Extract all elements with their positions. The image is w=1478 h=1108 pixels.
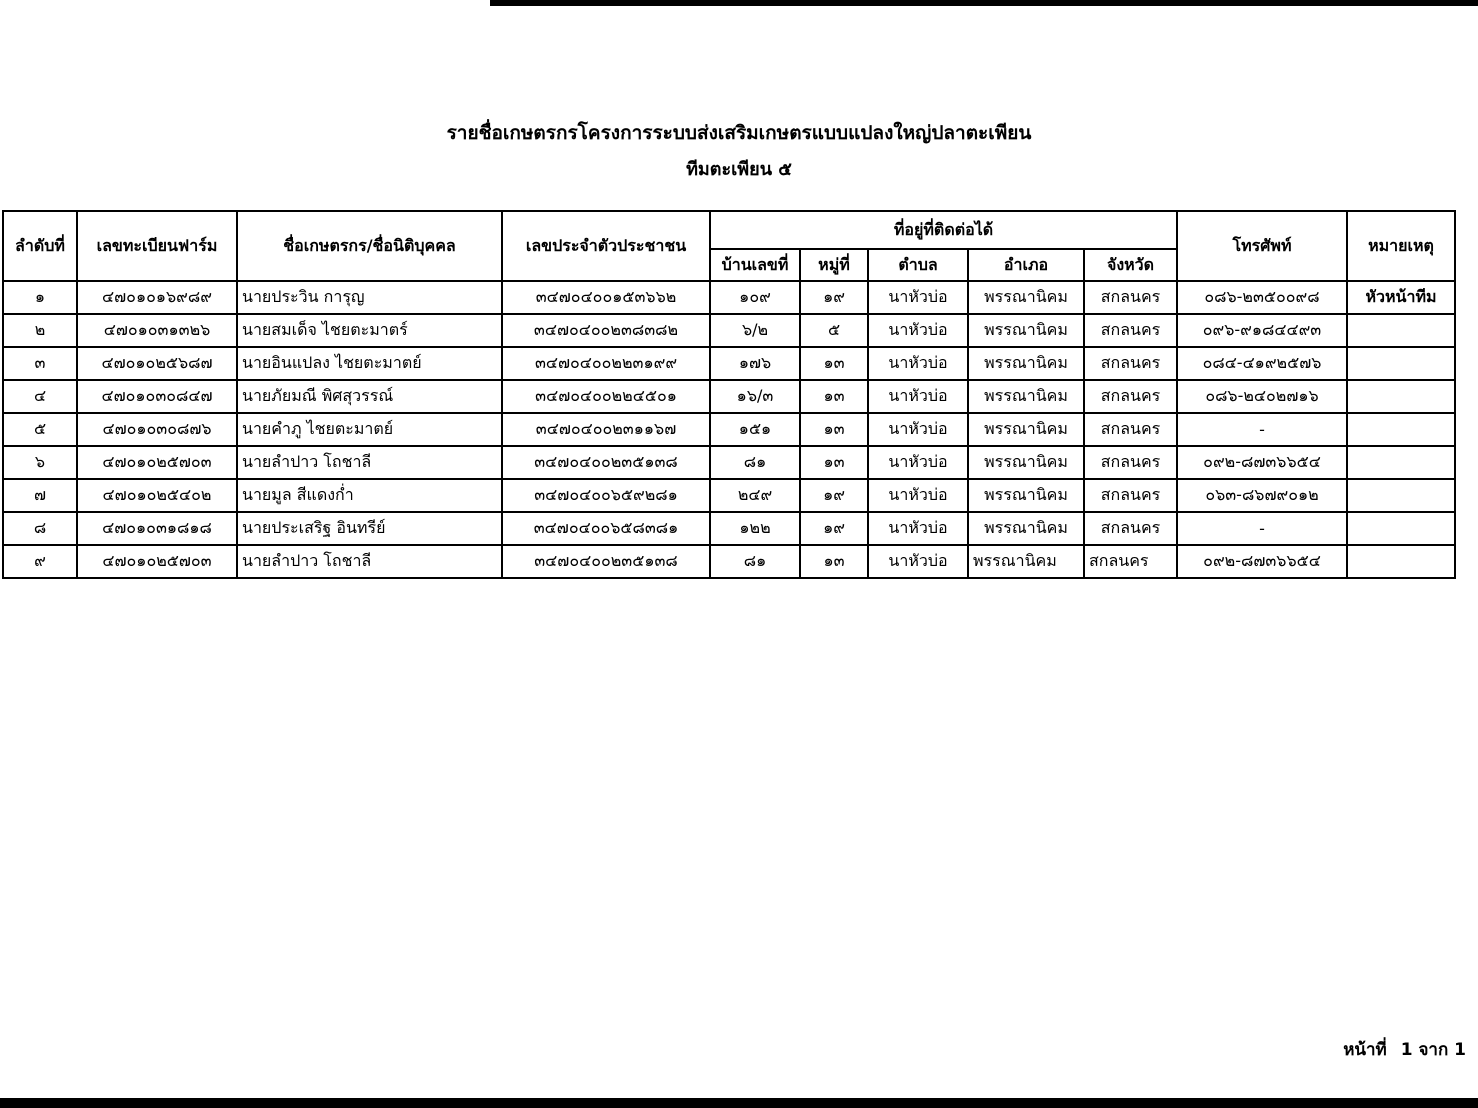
cell-amphoe: พรรณานิคม — [968, 314, 1084, 347]
cell-no: ๗ — [3, 479, 77, 512]
cell-amphoe: พรรณานิคม — [968, 347, 1084, 380]
cell-no: ๘ — [3, 512, 77, 545]
cell-province: สกลนคร — [1084, 380, 1177, 413]
cell-phone: ๐๘๖-๒๓๕๐๐๙๘ — [1177, 281, 1347, 314]
cell-moo: ๑๙ — [800, 281, 868, 314]
cell-phone: - — [1177, 413, 1347, 446]
cell-tambon: นาหัวบ่อ — [868, 380, 968, 413]
page-number — [1343, 1036, 1466, 1063]
cell-province: สกลนคร — [1084, 479, 1177, 512]
scan-bottom-edge — [0, 1098, 1478, 1108]
cell-house-no: ๑๗๖ — [710, 347, 800, 380]
cell-province: สกลนคร — [1084, 545, 1177, 578]
farmer-table — [2, 210, 1456, 579]
header-address: ที่อยู่ที่ติดต่อได้ — [710, 211, 1177, 249]
cell-remark — [1347, 479, 1455, 512]
cell-tambon: นาหัวบ่อ — [868, 281, 968, 314]
cell-phone: ๐๖๓-๘๖๗๙๐๑๒ — [1177, 479, 1347, 512]
cell-tambon: นาหัวบ่อ — [868, 347, 968, 380]
cell-moo: ๑๓ — [800, 446, 868, 479]
cell-citizen-id: ๓๔๗๐๔๐๐๒๓๘๓๘๒ — [502, 314, 710, 347]
cell-no: ๕ — [3, 413, 77, 446]
header-province: จังหวัด — [1084, 249, 1177, 281]
cell-remark — [1347, 545, 1455, 578]
cell-tambon: นาหัวบ่อ — [868, 479, 968, 512]
cell-province: สกลนคร — [1084, 413, 1177, 446]
table-row — [3, 545, 1455, 578]
cell-house-no: ๖/๒ — [710, 314, 800, 347]
cell-phone: ๐๙๒-๘๗๓๖๖๕๔ — [1177, 545, 1347, 578]
table-row — [3, 314, 1455, 347]
header-citizen-id: เลขประจำตัวประชาชน — [502, 211, 710, 281]
cell-no: ๒ — [3, 314, 77, 347]
cell-citizen-id: ๓๔๗๐๔๐๐๒๓๕๑๓๘ — [502, 545, 710, 578]
cell-moo: ๑๓ — [800, 413, 868, 446]
header-moo: หมู่ที่ — [800, 249, 868, 281]
cell-phone: ๐๘๖-๒๔๐๒๗๑๖ — [1177, 380, 1347, 413]
table-row — [3, 380, 1455, 413]
cell-farm-id: ๔๗๐๑๐๑๖๙๘๙ — [77, 281, 237, 314]
table-row — [3, 479, 1455, 512]
cell-tambon: นาหัวบ่อ — [868, 545, 968, 578]
cell-house-no: ๘๑ — [710, 446, 800, 479]
cell-name: นายลำปาว โถชาลี — [237, 446, 502, 479]
cell-name: นายลำปาว โถชาลี — [237, 545, 502, 578]
cell-amphoe: พรรณานิคม — [968, 479, 1084, 512]
cell-name: นายประเสริฐ อินทรีย์ — [237, 512, 502, 545]
page-count: 1 จาก 1 — [1400, 1040, 1466, 1060]
cell-moo: ๑๓ — [800, 545, 868, 578]
cell-amphoe: พรรณานิคม — [968, 512, 1084, 545]
cell-tambon: นาหัวบ่อ — [868, 413, 968, 446]
cell-farm-id: ๔๗๐๑๐๒๕๗๐๓ — [77, 545, 237, 578]
scan-top-edge — [490, 0, 1478, 6]
cell-farm-id: ๔๗๐๑๐๓๑๘๑๘ — [77, 512, 237, 545]
cell-remark — [1347, 380, 1455, 413]
cell-remark — [1347, 347, 1455, 380]
cell-remark — [1347, 446, 1455, 479]
cell-tambon: นาหัวบ่อ — [868, 314, 968, 347]
cell-citizen-id: ๓๔๗๐๔๐๐๑๕๓๖๖๒ — [502, 281, 710, 314]
cell-moo: ๑๙ — [800, 512, 868, 545]
cell-house-no: ๘๑ — [710, 545, 800, 578]
cell-citizen-id: ๓๔๗๐๔๐๐๒๓๑๑๖๗ — [502, 413, 710, 446]
header-remark: หมายเหตุ — [1347, 211, 1455, 281]
cell-moo: ๑๓ — [800, 380, 868, 413]
cell-name: นายสมเด็จ ไชยตะมาตร์ — [237, 314, 502, 347]
header-no: ลำดับที่ — [3, 211, 77, 281]
page-label: หน้าที่ — [1343, 1040, 1387, 1060]
cell-moo: ๑๓ — [800, 347, 868, 380]
header-phone: โทรศัพท์ — [1177, 211, 1347, 281]
cell-amphoe: พรรณานิคม — [968, 281, 1084, 314]
cell-amphoe: พรรณานิคม — [968, 545, 1084, 578]
cell-phone: ๐๘๔-๔๑๙๒๕๗๖ — [1177, 347, 1347, 380]
header-house-no: บ้านเลขที่ — [710, 249, 800, 281]
cell-tambon: นาหัวบ่อ — [868, 446, 968, 479]
cell-citizen-id: ๓๔๗๐๔๐๐๖๕๙๒๘๑ — [502, 479, 710, 512]
cell-amphoe: พรรณานิคม — [968, 380, 1084, 413]
cell-name: นายคำภู ไชยตะมาตย์ — [237, 413, 502, 446]
cell-farm-id: ๔๗๐๑๐๓๐๘๗๖ — [77, 413, 237, 446]
table-row — [3, 446, 1455, 479]
cell-tambon: นาหัวบ่อ — [868, 512, 968, 545]
cell-remark — [1347, 512, 1455, 545]
cell-name: นายมูล สีแดงก่ำ — [237, 479, 502, 512]
header-name: ชื่อเกษตรกร/ชื่อนิติบุคคล — [237, 211, 502, 281]
cell-farm-id: ๔๗๐๑๐๓๑๓๒๖ — [77, 314, 237, 347]
table-row — [3, 413, 1455, 446]
cell-citizen-id: ๓๔๗๐๔๐๐๒๓๕๑๓๘ — [502, 446, 710, 479]
header-tambon: ตำบล — [868, 249, 968, 281]
document-title: รายชื่อเกษตรกรโครงการระบบส่งเสริมเกษตรแบบแปลงใหญ่ปลาตะเพียน — [446, 122, 1032, 144]
cell-province: สกลนคร — [1084, 281, 1177, 314]
cell-farm-id: ๔๗๐๑๐๓๐๘๔๗ — [77, 380, 237, 413]
cell-name: นายภัยมณี พิศสุวรรณ์ — [237, 380, 502, 413]
cell-province: สกลนคร — [1084, 446, 1177, 479]
cell-amphoe: พรรณานิคม — [968, 413, 1084, 446]
cell-farm-id: ๔๗๐๑๐๒๕๖๘๗ — [77, 347, 237, 380]
table-row — [3, 512, 1455, 545]
cell-house-no: ๑๒๒ — [710, 512, 800, 545]
cell-no: ๓ — [3, 347, 77, 380]
cell-phone: ๐๙๖-๙๑๘๔๔๙๓ — [1177, 314, 1347, 347]
document-subtitle: ทีมตะเพียน ๕ — [686, 159, 792, 180]
cell-citizen-id: ๓๔๗๐๔๐๐๒๒๓๑๙๙ — [502, 347, 710, 380]
cell-no: ๑ — [3, 281, 77, 314]
cell-moo: ๑๙ — [800, 479, 868, 512]
cell-remark — [1347, 413, 1455, 446]
table-row — [3, 281, 1455, 314]
cell-no: ๔ — [3, 380, 77, 413]
cell-phone: ๐๙๒-๘๗๓๖๖๕๔ — [1177, 446, 1347, 479]
cell-remark: หัวหน้าทีม — [1347, 281, 1455, 314]
cell-house-no: ๑๕๑ — [710, 413, 800, 446]
cell-citizen-id: ๓๔๗๐๔๐๐๒๒๔๕๐๑ — [502, 380, 710, 413]
cell-remark — [1347, 314, 1455, 347]
cell-house-no: ๒๔๙ — [710, 479, 800, 512]
header-farm-id: เลขทะเบียนฟาร์ม — [77, 211, 237, 281]
cell-phone: - — [1177, 512, 1347, 545]
cell-province: สกลนคร — [1084, 512, 1177, 545]
cell-name: นายอินแปลง ไชยตะมาตย์ — [237, 347, 502, 380]
cell-house-no: ๑๐๙ — [710, 281, 800, 314]
cell-province: สกลนคร — [1084, 347, 1177, 380]
table-row — [3, 347, 1455, 380]
cell-no: ๖ — [3, 446, 77, 479]
cell-name: นายประวิน การุญ — [237, 281, 502, 314]
cell-house-no: ๑๖/๓ — [710, 380, 800, 413]
cell-citizen-id: ๓๔๗๐๔๐๐๖๕๘๓๘๑ — [502, 512, 710, 545]
cell-farm-id: ๔๗๐๑๐๒๕๗๐๓ — [77, 446, 237, 479]
cell-farm-id: ๔๗๐๑๐๒๕๔๐๒ — [77, 479, 237, 512]
header-amphoe: อำเภอ — [968, 249, 1084, 281]
cell-no: ๙ — [3, 545, 77, 578]
cell-province: สกลนคร — [1084, 314, 1177, 347]
cell-amphoe: พรรณานิคม — [968, 446, 1084, 479]
cell-moo: ๕ — [800, 314, 868, 347]
